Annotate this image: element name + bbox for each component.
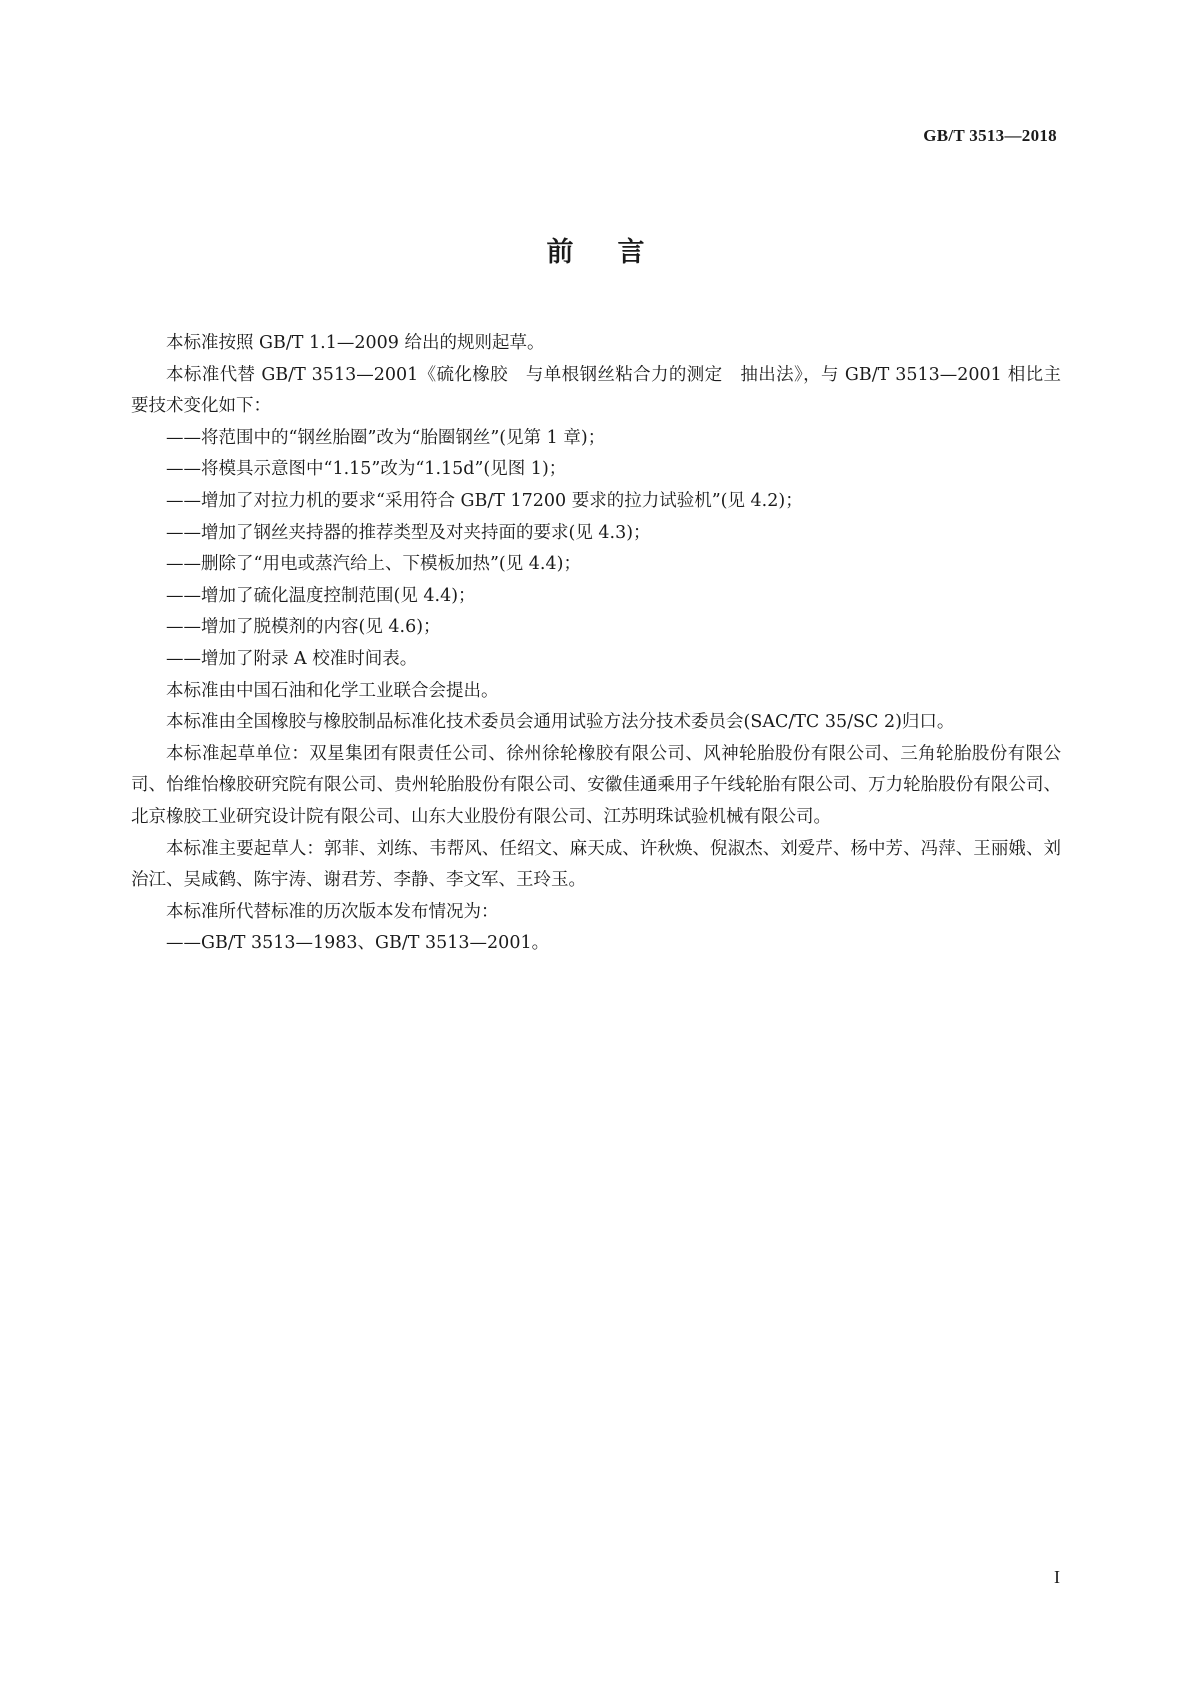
paragraph-drafting-units: 本标准起草单位：双星集团有限责任公司、徐州徐轮橡胶有限公司、风神轮胎股份有限公司、三角轮胎股份有限公司、怡维怡橡胶研究院有限公司、贵州轮胎股份有限公司、安徽佳通乘用子午线轮胎有限公司、万力轮胎股份有限公司、北京橡胶工业研究设计院有限公司、山东大业股份有限公司、江苏明珠试验机械有限公司。 — [131, 743, 1061, 827]
list-item: ——增加了附录 A 校准时间表。 — [166, 648, 418, 669]
list-item: ——增加了对拉力机的要求“采用符合 GB/T 17200 要求的拉力试验机”(见 4.2)； — [166, 490, 803, 511]
standard-number: GB/T 3513—2018 — [923, 126, 1057, 145]
document-body — [131, 328, 1061, 960]
paragraph-proposer: 本标准由中国石油和化学工业联合会提出。 — [166, 680, 499, 701]
paragraph-committee: 本标准由全国橡胶与橡胶制品标准化技术委员会通用试验方法分技术委员会(SAC/TC 35/SC 2)归口。 — [166, 712, 955, 733]
paragraph-replacement: 本标准代替 GB/T 3513—2001《硫化橡胶 与单根钢丝粘合力的测定 抽出法》，与 GB/T 3513—2001 相比主要技术变化如下： — [131, 364, 1061, 417]
page-title: 前言 — [546, 237, 689, 268]
paragraph-drafters: 本标准主要起草人：郭菲、刘练、韦帮风、任绍文、麻天成、许秋焕、倪淑杰、刘爱芹、杨中芳、冯萍、王丽娥、刘治江、吴咸鹤、陈宇涛、谢君芳、李静、李文军、王玲玉。 — [131, 838, 1061, 891]
page-number: I — [1054, 1567, 1060, 1587]
list-item: ——删除了“用电或蒸汽给上、下模板加热”(见 4.4)； — [166, 554, 581, 575]
paragraph-history-intro: 本标准所代替标准的历次版本发布情况为： — [166, 901, 499, 922]
list-item: ——增加了硫化温度控制范围(见 4.4)； — [166, 585, 476, 606]
paragraph-drafting-rules: 本标准按照 GB/T 1.1—2009 给出的规则起草。 — [166, 333, 545, 353]
list-item: ——将模具示意图中“1.15”改为“1.15d”(见图 1)； — [166, 459, 567, 480]
list-item: ——将范围中的“钢丝胎圈”改为“胎圈钢丝”(见第 1 章)； — [166, 427, 606, 448]
list-item: ——增加了脱模剂的内容(见 4.6)； — [166, 617, 441, 638]
list-item-history: ——GB/T 3513—1983、GB/T 3513—2001。 — [166, 933, 550, 954]
list-item: ——增加了钢丝夹持器的推荐类型及对夹持面的要求(见 4.3)； — [166, 522, 651, 543]
